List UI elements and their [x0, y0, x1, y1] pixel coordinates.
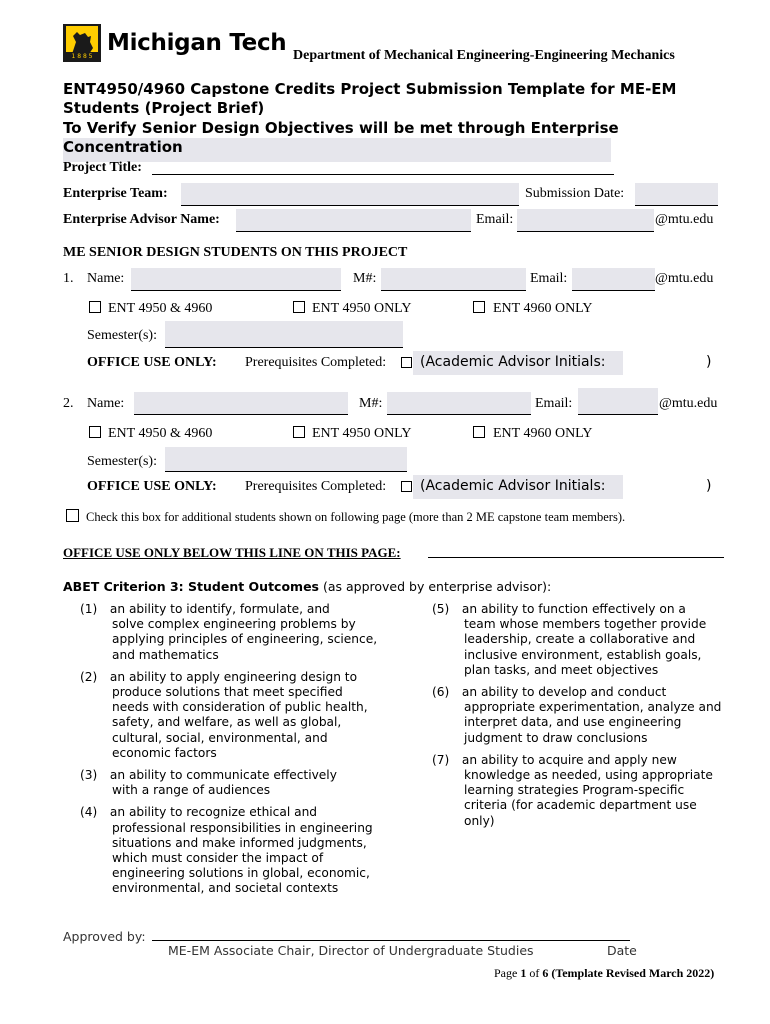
office-use-only-rule: [428, 557, 724, 558]
abet-outcome-text-line: with a range of audiences: [112, 783, 271, 798]
abet-outcome-text-line: situations and make informed judgments,: [112, 835, 367, 850]
student-1-option-4950-4960-label: ENT 4950 & 4960: [108, 301, 213, 316]
enterprise-advisor-label: Enterprise Advisor Name:: [63, 212, 220, 227]
abet-outcome-text: an ability to communicate effectively: [109, 768, 337, 782]
abet-outcome-text-line: criteria (for academic department use: [464, 798, 697, 813]
department-name: Department of Mechanical Engineering-Engineering Mechanics: [293, 48, 675, 63]
student-2-option-4950-4960-checkbox[interactable]: [89, 426, 101, 438]
project-title-label: Project Title:: [63, 160, 142, 175]
abet-outcome-number: (7): [432, 752, 450, 767]
student-2-option-4950-only-label: ENT 4950 ONLY: [312, 426, 412, 441]
student-2-prereq-checkbox[interactable]: [401, 481, 412, 492]
abet-outcome-6: [432, 685, 752, 746]
abet-outcome-7: [432, 753, 752, 829]
abet-outcome-number: (2): [80, 669, 98, 684]
abet-outcome-text-line: team whose members together provide: [464, 617, 707, 632]
abet-outcome-number: (1): [80, 602, 98, 616]
student-1-option-4960-only-checkbox[interactable]: [473, 301, 485, 313]
student-1-number: 1.: [63, 271, 74, 286]
student-2-semester-label: Semester(s):: [87, 454, 157, 469]
student-1-semester-input[interactable]: [165, 321, 403, 348]
page-footer: [494, 966, 714, 981]
student-2-m-input[interactable]: [387, 392, 531, 415]
student-1-close-paren: ): [706, 354, 712, 370]
abet-outcome-number: (3): [80, 768, 98, 782]
student-1-semester-label: Semester(s):: [87, 328, 157, 343]
abet-outcome-text: an ability to apply engineering design to: [109, 669, 358, 684]
abet-outcome-text-line: professional responsibilities in engineering: [112, 820, 373, 835]
document-title-line1: ENT4950/4960 Capstone Credits Project Submission Template for ME-EM: [63, 80, 677, 98]
abet-outcome-text-line: inclusive environment, establish goals,: [464, 647, 702, 662]
student-2-number: 2.: [63, 396, 74, 411]
abet-outcome-text-line: cultural, social, environmental, and: [112, 730, 328, 745]
student-1-m-label: M#:: [353, 271, 377, 286]
approval-date-label: Date: [607, 943, 637, 958]
advisor-email-label: Email:: [476, 212, 514, 227]
abet-outcome-text-line: economic factors: [112, 745, 217, 760]
abet-outcome-text-line: environmental, and societal contexts: [112, 881, 339, 896]
student-1-email-label: Email:: [530, 271, 568, 286]
student-2-option-4960-only-checkbox[interactable]: [473, 426, 485, 438]
abet-outcome-text-line: needs with consideration of public health,: [112, 700, 368, 715]
student-1-prereq-label: Prerequisites Completed:: [245, 355, 387, 370]
enterprise-team-label: Enterprise Team:: [63, 186, 168, 201]
abet-heading-bold: ABET Criterion 3: Student Outcomes: [63, 579, 319, 594]
office-use-only-line-label: OFFICE USE ONLY BELOW THIS LINE ON THIS PAGE:: [63, 545, 401, 560]
abet-outcome-text-line: solve complex engineering problems by: [112, 617, 356, 632]
student-1-option-4950-4960-checkbox[interactable]: [89, 301, 101, 313]
submission-date-label: Submission Date:: [525, 186, 625, 201]
abet-outcome-number: (4): [80, 805, 98, 820]
student-2-name-input[interactable]: [134, 392, 348, 415]
page-number: 1: [520, 966, 527, 980]
abet-outcome-text-line: knowledge as needed, using appropriate: [464, 768, 713, 782]
abet-outcome-text: an ability to recognize ethical and: [109, 805, 318, 820]
additional-students-checkbox[interactable]: [66, 509, 79, 522]
document-title-line2: Students (Project Brief): [63, 99, 265, 117]
student-1-option-4950-only-checkbox[interactable]: [293, 301, 305, 313]
additional-students-label: Check this box for additional students shown on following page (more than 2 ME capstone team members).: [86, 510, 626, 524]
student-2-office-label: OFFICE USE ONLY:: [87, 479, 217, 494]
student-2-option-4950-only-checkbox[interactable]: [293, 426, 305, 438]
abet-outcome-text-line: and mathematics: [112, 647, 219, 662]
abet-outcome-number: (6): [432, 685, 450, 699]
student-2-email-label: Email:: [535, 396, 573, 411]
abet-outcome-3: [80, 768, 400, 798]
page-total: 6: [542, 966, 549, 980]
student-1-m-input[interactable]: [381, 268, 526, 291]
page-of: of: [526, 966, 543, 980]
student-2-email-domain: @mtu.edu: [659, 396, 718, 411]
approval-signature-line: [152, 940, 630, 941]
student-1-option-4960-only-label: ENT 4960 ONLY: [493, 301, 593, 316]
page-prefix: Page: [494, 966, 521, 980]
abet-outcome-text: an ability to develop and conduct: [461, 685, 667, 699]
enterprise-advisor-input[interactable]: [236, 209, 471, 232]
student-1-advisor-initials-label: (Academic Advisor Initials:: [420, 354, 606, 370]
abet-outcome-text-line: appropriate experimentation, analyze and: [464, 700, 722, 715]
abet-outcome-text-line: leadership, create a collaborative and: [464, 632, 696, 647]
abet-outcome-2: [80, 670, 400, 761]
student-2-email-input[interactable]: [578, 388, 658, 415]
abet-outcome-text-line: interpret data, and use engineering: [464, 715, 682, 730]
student-2-option-4950-4960-label: ENT 4950 & 4960: [108, 426, 213, 441]
document-subtitle-line2: Concentration: [63, 138, 183, 156]
abet-outcome-number: (5): [432, 602, 450, 616]
advisor-email-input[interactable]: [517, 209, 654, 232]
student-1-prereq-checkbox[interactable]: [401, 357, 412, 368]
abet-outcome-text-line: engineering solutions in global, economic,: [112, 866, 370, 881]
logo-year: 1 8 8 5: [63, 52, 101, 62]
student-1-email-input[interactable]: [572, 268, 655, 291]
abet-outcome-text-line: plan tasks, and meet objectives: [464, 662, 659, 677]
abet-outcome-text: an ability to function effectively on a: [461, 602, 686, 616]
student-2-prereq-label: Prerequisites Completed:: [245, 479, 387, 494]
enterprise-team-input[interactable]: [181, 183, 519, 206]
student-1-email-domain: @mtu.edu: [655, 271, 714, 286]
abet-outcome-1: [80, 602, 400, 663]
abet-outcome-5: [432, 602, 752, 678]
student-1-name-label: Name:: [87, 271, 125, 286]
student-2-name-label: Name:: [87, 396, 125, 411]
approval-signer-title: ME-EM Associate Chair, Director of Undergraduate Studies: [168, 943, 534, 958]
abet-outcome-text-line: applying principles of engineering, science,: [112, 632, 378, 647]
abet-outcome-4: [80, 805, 400, 896]
abet-heading-rest: (as approved by enterprise advisor):: [319, 579, 552, 594]
approved-by-label: Approved by:: [63, 929, 146, 944]
student-2-advisor-initials-label: (Academic Advisor Initials:: [420, 478, 606, 494]
student-2-m-label: M#:: [359, 396, 383, 411]
abet-outcome-text-line: learning strategies Program-specific: [464, 783, 685, 798]
student-1-option-4950-only-label: ENT 4950 ONLY: [312, 301, 412, 316]
student-2-semester-input[interactable]: [165, 447, 407, 472]
template-revision: (Template Revised March 2022): [548, 966, 715, 980]
logo-wordmark: Michigan Tech: [107, 30, 287, 56]
student-2-close-paren: ): [706, 478, 712, 494]
advisor-email-domain: @mtu.edu: [655, 212, 714, 227]
project-title-underline: [152, 174, 614, 175]
abet-outcome-text-line: produce solutions that meet specified: [112, 685, 343, 699]
abet-outcome-text-line: which must consider the impact of: [112, 851, 324, 865]
abet-heading: [63, 579, 551, 594]
student-1-office-label: OFFICE USE ONLY:: [87, 355, 217, 370]
student-1-name-input[interactable]: [131, 268, 341, 291]
abet-outcome-text-line: judgment to draw conclusions: [464, 730, 648, 745]
submission-date-input[interactable]: [635, 183, 718, 206]
student-2-option-4960-only-label: ENT 4960 ONLY: [493, 426, 593, 441]
abet-outcome-text-line: safety, and welfare, as well as global,: [112, 715, 342, 730]
document-subtitle-line1: To Verify Senior Design Objectives will be met through Enterprise: [63, 119, 619, 137]
abet-outcome-text: an ability to identify, formulate, and: [109, 602, 330, 616]
students-heading: ME SENIOR DESIGN STUDENTS ON THIS PROJECT: [63, 245, 408, 260]
abet-outcome-text: an ability to acquire and apply new: [461, 752, 677, 767]
abet-outcome-text-line: only): [464, 813, 495, 828]
